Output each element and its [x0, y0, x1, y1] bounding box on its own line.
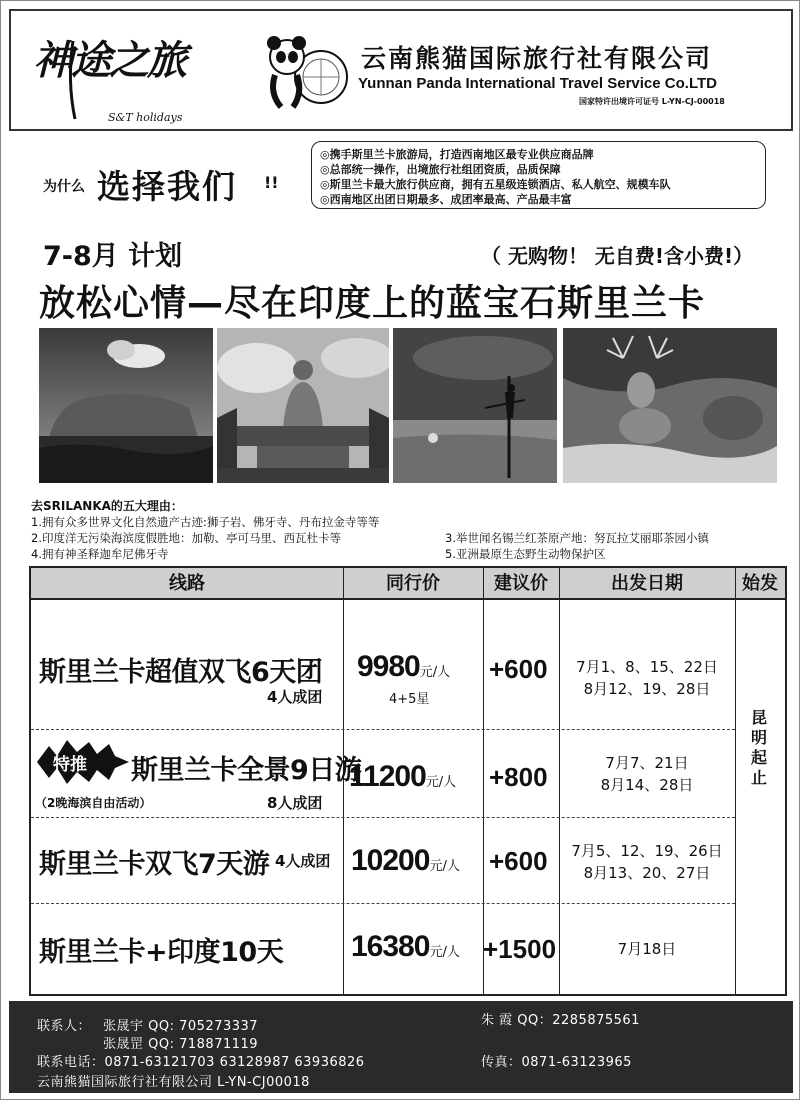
route-name: 斯里兰卡超值双飞6天团	[39, 657, 323, 688]
contact-person: 朱 霞 QQ：2285875561	[481, 1013, 640, 1028]
group-size: 8人成团	[267, 794, 323, 812]
header	[9, 9, 793, 131]
hotel-star: 4+5星	[389, 692, 430, 707]
header-trade-price: 同行价	[386, 573, 440, 594]
why-point: ◎总部统一操作，出境旅行社组团资质，品质保障	[320, 163, 561, 176]
header-origin: 始发	[742, 573, 778, 594]
why-point: ◎携手斯里兰卡旅游局，打造西南地区最专业供应商品牌	[320, 148, 594, 161]
route-note: （2晚海滨自由活动）	[35, 796, 152, 810]
route-table	[29, 566, 787, 996]
why-point: ◎西南地区出团日期最多、成团率最高、产品最丰富	[320, 193, 572, 206]
departure-dates: 7月5、12、19、26日 8月13、20、27日	[571, 842, 723, 882]
group-size: 4人成团	[267, 688, 323, 706]
suggested-price: +1500	[483, 934, 557, 964]
why-point: ◎斯里兰卡最大旅行供应商，拥有五星级连锁酒店、私人航空、规模车队	[320, 178, 671, 191]
reason-item: 3.举世闻名锡兰红茶原产地：努瓦拉艾丽耶茶园小镇	[445, 531, 709, 545]
departure-dates: 7月1、8、15、22日 8月12、19、28日	[576, 658, 718, 698]
contact-person: 张晟罡 QQ: 718871119	[103, 1037, 259, 1052]
route-name: 斯里兰卡双飞7天游	[39, 849, 270, 880]
header-suggested-price: 建议价	[494, 573, 548, 594]
stilt-fisherman-photo	[393, 328, 557, 483]
route-name: 斯里兰卡+印度10天	[39, 937, 284, 968]
route-name: 斯里兰卡全景9日游	[131, 755, 362, 786]
header-route: 线路	[169, 573, 205, 594]
origin-city: 昆明起止	[750, 708, 767, 787]
company-name-en: Yunnan Panda International Travel Service Co.LTD	[358, 75, 717, 92]
trade-price: 10200元/人	[351, 844, 460, 877]
column-divider	[735, 568, 736, 994]
departure-dates: 7月18日	[617, 940, 677, 958]
suggested-price: +600	[489, 846, 548, 876]
headline: 放松心情—尽在印度上的蓝宝石斯里兰卡	[39, 283, 706, 324]
reasons-title: 去SRILANKA的五大理由：	[31, 499, 183, 513]
company-name-cn: 云南熊猫国际旅行社有限公司	[361, 44, 713, 73]
panda-logo-icon	[259, 33, 349, 113]
why-label: 为什么	[43, 179, 85, 195]
why-heading: 选择我们	[97, 167, 237, 206]
contact-fax: 传真：0871-63123965	[481, 1055, 632, 1070]
why-exclaim: !!	[264, 173, 279, 192]
brand-logo-text: 神途之旅	[33, 37, 185, 84]
reason-item: 1.拥有众多世界文化自然遗产古迹:狮子岩、佛牙寺、丹布拉金寺等等	[31, 515, 380, 529]
suggested-price: +800	[489, 762, 548, 792]
footer-contact-bar	[9, 1001, 793, 1093]
trade-price: 9980元/人	[357, 650, 451, 683]
no-fee-note: （ 无购物！ 无自费!含小费!）	[481, 244, 754, 268]
reason-item: 4.拥有神圣释迦牟尼佛牙寺	[31, 547, 169, 561]
plan-title: 7-8月 计划	[43, 241, 183, 272]
deer-wildlife-photo	[563, 328, 777, 483]
reason-item: 2.印度洋无污染海滨度假胜地：加勒、亭可马里、西瓦杜卡等	[31, 531, 341, 545]
brand-logo	[33, 29, 233, 129]
license-number: 国家特许出境许可证号 L-YN-CJ-00018	[579, 97, 725, 106]
contact-label: 联系人：	[37, 1019, 92, 1034]
buddha-statue-photo	[217, 328, 389, 483]
logo-stroke-icon	[53, 31, 93, 121]
row-divider	[31, 903, 735, 904]
trade-price: 11200元/人	[349, 760, 457, 793]
sigiriya-rock-photo	[39, 328, 213, 483]
suggested-price: +600	[489, 654, 548, 684]
group-size: 4人成团	[275, 852, 331, 870]
row-divider	[31, 729, 735, 730]
contact-phone: 联系电话：0871-63121703 63128987 63936826	[37, 1055, 365, 1070]
column-divider	[483, 568, 484, 994]
contact-person: 张晟宇 QQ: 705273337	[103, 1019, 259, 1034]
trade-price: 16380元/人	[351, 930, 460, 963]
special-badge: 特推	[53, 755, 87, 775]
company-license: 云南熊猫国际旅行社有限公司 L-YN-CJ00018	[37, 1075, 310, 1090]
departure-dates: 7月7、21日 8月14、28日	[600, 754, 694, 794]
reason-item: 5.亚洲最原生态野生动物保护区	[445, 547, 606, 561]
why-points-box	[311, 141, 766, 209]
row-divider	[31, 817, 735, 818]
brand-logo-subtitle: S&T holidays	[108, 111, 183, 124]
header-departure-dates: 出发日期	[611, 573, 683, 594]
